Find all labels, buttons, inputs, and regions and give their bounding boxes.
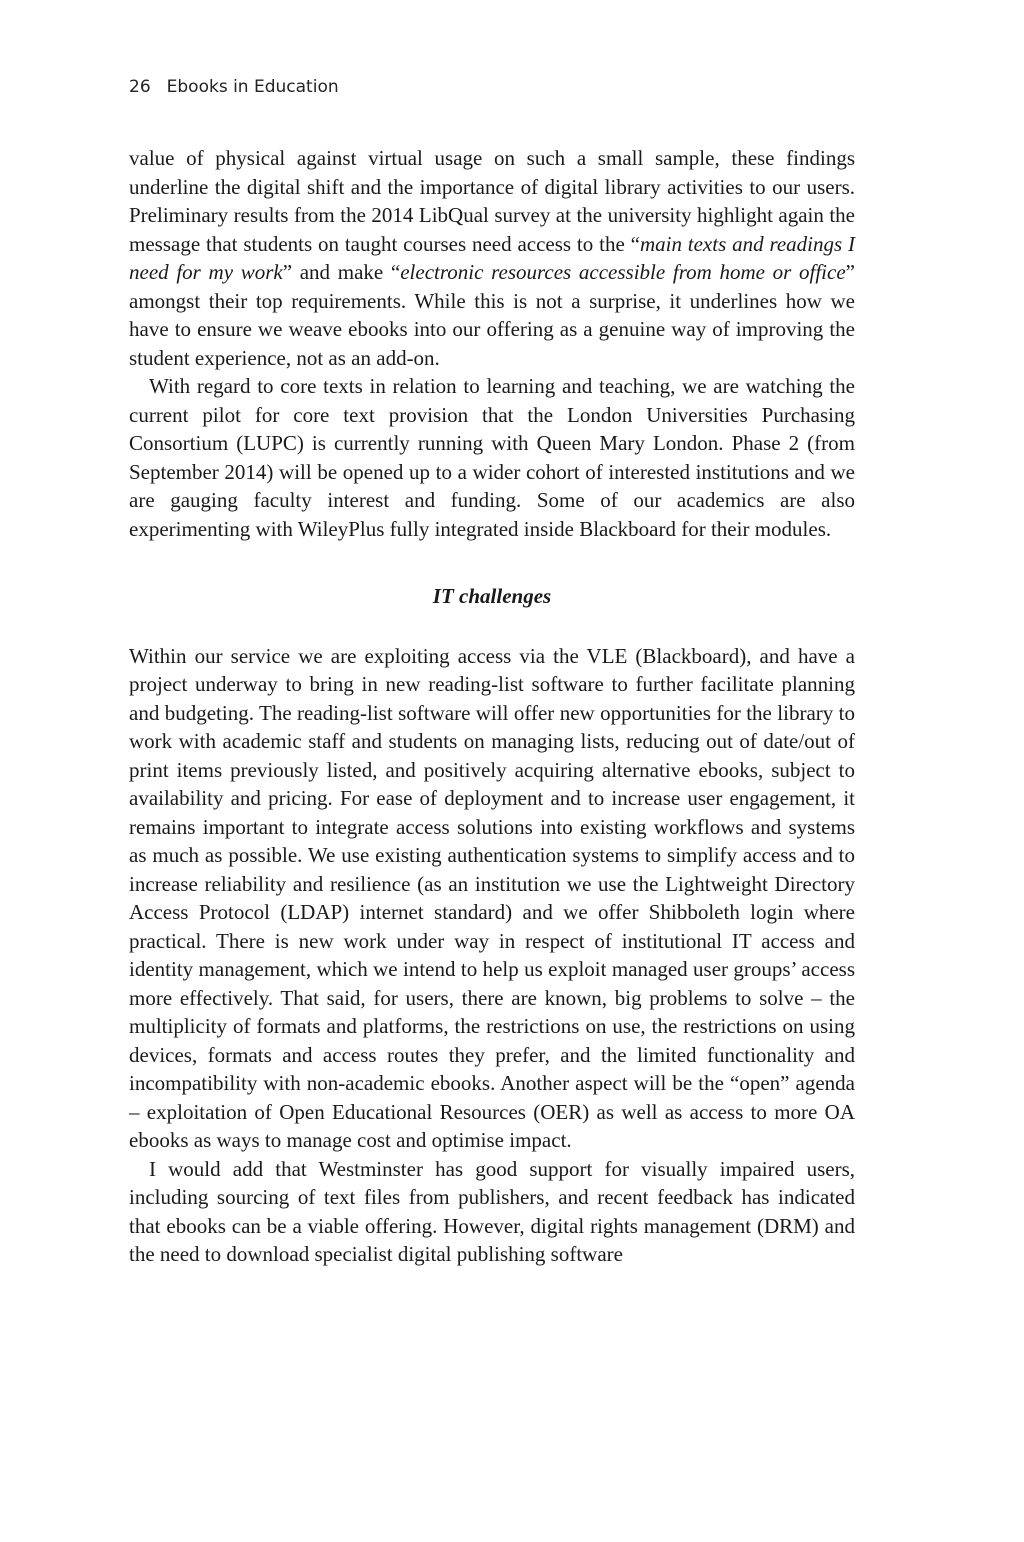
page-number: 26 [129,77,151,97]
paragraph-visually-impaired: I would add that Westminster has good support for visually impaired users, including sourcing of text files from publishers, and recent feedback has indicated that ebooks can be a viable offering. However, digital rights management (DRM) and the need to download specialist digital publishing software [129,1156,855,1266]
paragraph-it-challenges: Within our service we are exploiting access via the VLE (Blackboard), and have a project underway to bring in new reading-list software to further facilitate planning and budgeting. The reading-list software will offer new opportunities for the library to work with academic staff and students on managing lists, reducing out of date/out of print items previously listed, and positively acquiring alternative ebooks, subject to availability and pricing. For ease of deployment and to increase user engagement, it remains important to integrate access solutions into existing workflows and systems as much as possible. We use existing authentication systems to simplify access and to increase reliability and resilience (as an institution we use the Lightweight Directory Access Protocol (LDAP) internet standard) and we offer Shibboleth login where practical. There is new work under way in respect of institutional IT access and identity management, which we intend to help us exploit managed user groups’ access more effectively. That said, for users, there are known, big problems to solve – the multiplicity of formats and platforms, the restrictions on use, the restrictions on using devices, formats and access routes they prefer, and the limited functionality and incompatibility with non-academic ebooks. Another aspect will be the “open” agenda – exploitation of Open Educational Resources (OER) as well as access to more OA ebooks as ways to manage cost and optimise impact. [129,643,855,1152]
running-header [129,74,339,100]
book-title: Ebooks in Education [166,77,339,97]
quote-main-texts: main texts and readings I need for my work [129,231,856,284]
paragraph-continued [129,144,855,372]
section-heading: IT challenges [432,584,552,608]
body-text [129,144,855,1269]
paragraph-1-text-b: ” and make “ [282,260,401,284]
paragraph-core-texts: With regard to core texts in relation to learning and teaching, we are watching the current pilot for core text provision that the London Universities Purchasing Consortium (LUPC) is currently running with Queen Mary London. Phase 2 (from September 2014) will be opened up to a wider cohort of interested institutions and we are gauging faculty interest and funding. Some of our academics are also experimenting with WileyPlus fully integrated inside Blackboard for their modules. [129,374,855,541]
quote-electronic-resources: electronic resources accessible from home or office [400,260,846,284]
paragraph-1-text-c: ” amongst their top requirements. While this is not a surprise, it underlines how we have to ensure we weave ebooks into our offering as a genuine way of improving the student experience, not as an add-on. [129,260,855,370]
paragraph-1-text-a: value of physical against virtual usage on such a small sample, these findings underline the digital shift and the importance of digital library activities to our users. Preliminary results from the 2014 LibQual survey at the university highlight again the message that students on taught courses need access to the “ [129,146,855,256]
